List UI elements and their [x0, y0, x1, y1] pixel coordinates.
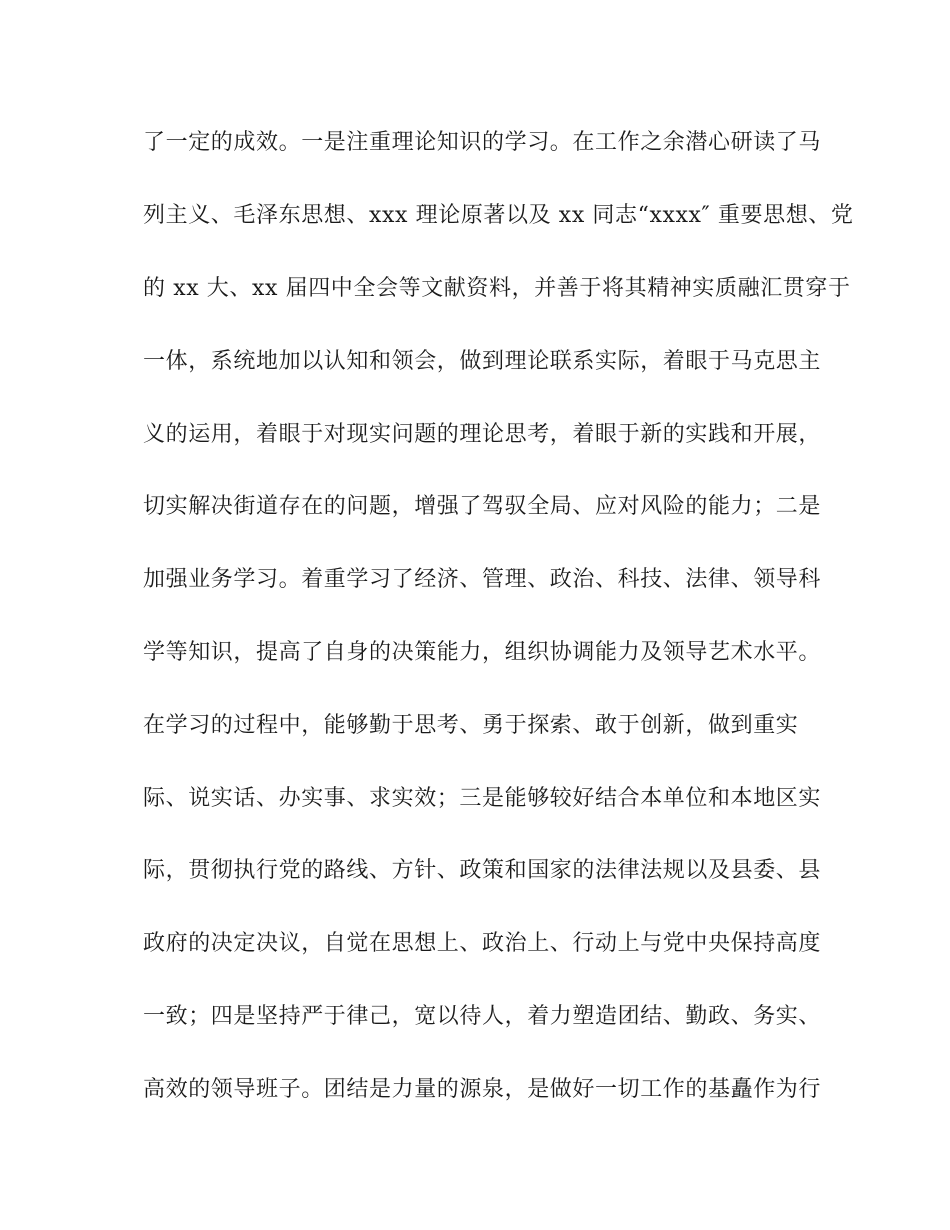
- text-line: 政府的决定决议，自觉在思想上、政治上、行动上与党中央保持高度: [143, 931, 822, 956]
- text-line: 际，贯彻执行党的路线、方针、政策和国家的法律法规以及县委、县: [143, 858, 822, 883]
- text-line: 切实解决街道存在的问题，增强了驾驭全局、应对风险的能力；二是: [143, 494, 822, 519]
- text-line: 际、说实话、办实事、求实效；三是能够较好结合本单位和本地区实: [143, 786, 822, 811]
- text-line: 义的运用，着眼于对现实问题的理论思考，着眼于新的实践和开展，: [143, 422, 822, 447]
- text-line: 高效的领导班子。团结是力量的源泉，是做好一切工作的基矗作为行: [143, 1077, 822, 1102]
- text-line: 学等知识，提高了自身的决策能力，组织协调能力及领导艺术水平。: [143, 640, 822, 665]
- text-line: 的 xx 大、xx 届四中全会等文献资料，并善于将其精神实质融汇贯穿于: [143, 276, 851, 301]
- text-line: 加强业务学习。着重学习了经济、管理、政治、科技、法律、领导科: [143, 567, 822, 592]
- text-line: 一致；四是坚持严于律己，宽以待人，着力塑造团结、勤政、务实、: [143, 1004, 822, 1029]
- text-line: 一体，系统地加以认知和领会，做到理论联系实际，着眼于马克思主: [143, 349, 822, 374]
- text-line: 列主义、毛泽东思想、xxx 理论原著以及 xx 同志“xxxx″ 重要思想、党: [143, 203, 854, 228]
- text-line: 在学习的过程中，能够勤于思考、勇于探索、敢于创新，做到重实: [143, 713, 799, 738]
- text-line: 了一定的成效。一是注重理论知识的学习。在工作之余潜心研读了马: [143, 130, 822, 155]
